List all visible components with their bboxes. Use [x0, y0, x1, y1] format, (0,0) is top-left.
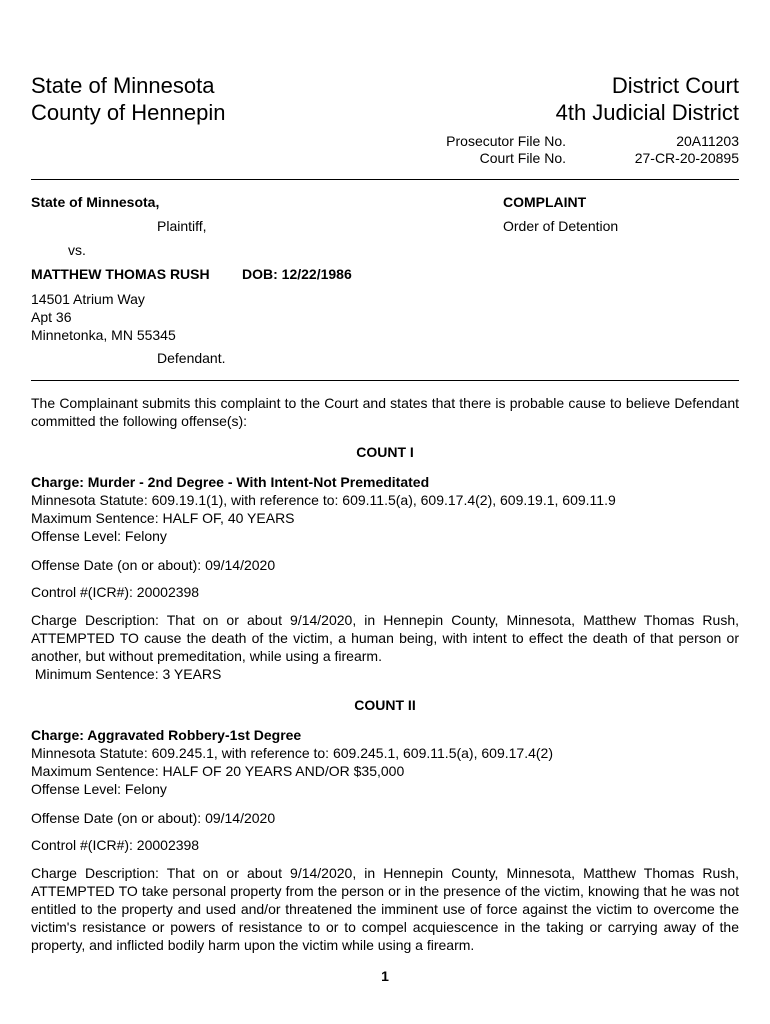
document-type: COMPLAINT — [503, 194, 587, 210]
versus-label: vs. — [68, 242, 86, 258]
charge-description: Charge Description: That on or about 9/14/2020, in Hennepin County, Minnesota, Matthew Thomas Rush, ATTEMPTED TO cause the death of the victim, a human being, with intent to effect the death of that person or another, but without premeditation, while using a firearm. — [31, 612, 739, 664]
count-details — [31, 473, 739, 545]
count-details — [31, 726, 739, 798]
plaintiff-role: Plaintiff, — [157, 218, 207, 234]
offense-level-line: Offense Level: Felony — [31, 528, 167, 544]
court-file-label: Court File No. — [479, 150, 566, 166]
charge-title: Charge: Aggravated Robbery-1st Degree — [31, 727, 302, 743]
offense-date-line: Offense Date (on or about): 09/14/2020 — [31, 557, 276, 573]
plaintiff-name: State of Minnesota, — [31, 194, 160, 210]
defendant-role: Defendant. — [157, 350, 226, 366]
court-file-value: 27-CR-20-20895 — [634, 150, 739, 166]
file-number-labels — [400, 133, 566, 167]
prosecutor-file-label: Prosecutor File No. — [446, 133, 566, 149]
control-number-line: Control #(ICR#): 20002398 — [31, 837, 200, 853]
count-heading: COUNT II — [354, 697, 416, 713]
statute-line: Minnesota Statute: 609.245.1, with reference to: 609.245.1, 609.11.5(a), 609.17.4(2) — [31, 745, 553, 761]
court-header — [556, 72, 739, 126]
address-line-1: 14501 Atrium Way — [31, 291, 145, 307]
county-label: County of Hennepin — [31, 100, 226, 125]
count-heading: COUNT I — [356, 444, 414, 460]
max-sentence-line: Maximum Sentence: HALF OF 20 YEARS AND/OR $35,000 — [31, 763, 405, 779]
offense-level-line: Offense Level: Felony — [31, 781, 167, 797]
charge-description: Charge Description: That on or about 9/14/2020, in Hennepin County, Minnesota, Matthew Thomas Rush, ATTEMPTED TO take personal property from the person or in the presence of the victim, knowing that he was not entitled to the property and used and/or threatened the imminent use of force against the victim to overcome the victim's resistance or powers of resistance to or to compel acquiescence in the taking or carrying away of the property, and inflicted bodily harm upon the victim while using a firearm. — [31, 865, 739, 953]
defendant-name: MATTHEW THOMAS RUSH — [31, 266, 210, 282]
address-line-3: Minnetonka, MN 55345 — [31, 327, 176, 343]
prosecutor-file-value: 20A11203 — [676, 133, 739, 149]
page-number: 1 — [381, 968, 389, 984]
header-divider — [31, 179, 739, 180]
intro-paragraph: The Complainant submits this complaint to the Court and states that there is probable cause to believe Defendant committed the following offense(s): — [31, 395, 739, 429]
offense-date-line: Offense Date (on or about): 09/14/2020 — [31, 810, 276, 826]
document-subtype: Order of Detention — [503, 218, 619, 234]
file-number-values — [579, 133, 739, 167]
caption-divider — [31, 380, 739, 381]
address-line-2: Apt 36 — [31, 309, 72, 325]
district-label: 4th Judicial District — [555, 100, 739, 125]
statute-line: Minnesota Statute: 609.19.1(1), with reference to: 609.11.5(a), 609.17.4(2), 609.19.1, 609.11.9 — [31, 492, 616, 508]
control-number-line: Control #(ICR#): 20002398 — [31, 584, 200, 600]
court-label: District Court — [611, 73, 739, 98]
min-sentence-line: Minimum Sentence: 3 YEARS — [31, 666, 222, 682]
state-label: State of Minnesota — [31, 73, 215, 98]
charge-title: Charge: Murder - 2nd Degree - With Intent-Not Premeditated — [31, 474, 430, 490]
jurisdiction-header — [31, 72, 225, 126]
max-sentence-line: Maximum Sentence: HALF OF, 40 YEARS — [31, 510, 295, 526]
defendant-dob: DOB: 12/22/1986 — [242, 266, 352, 282]
